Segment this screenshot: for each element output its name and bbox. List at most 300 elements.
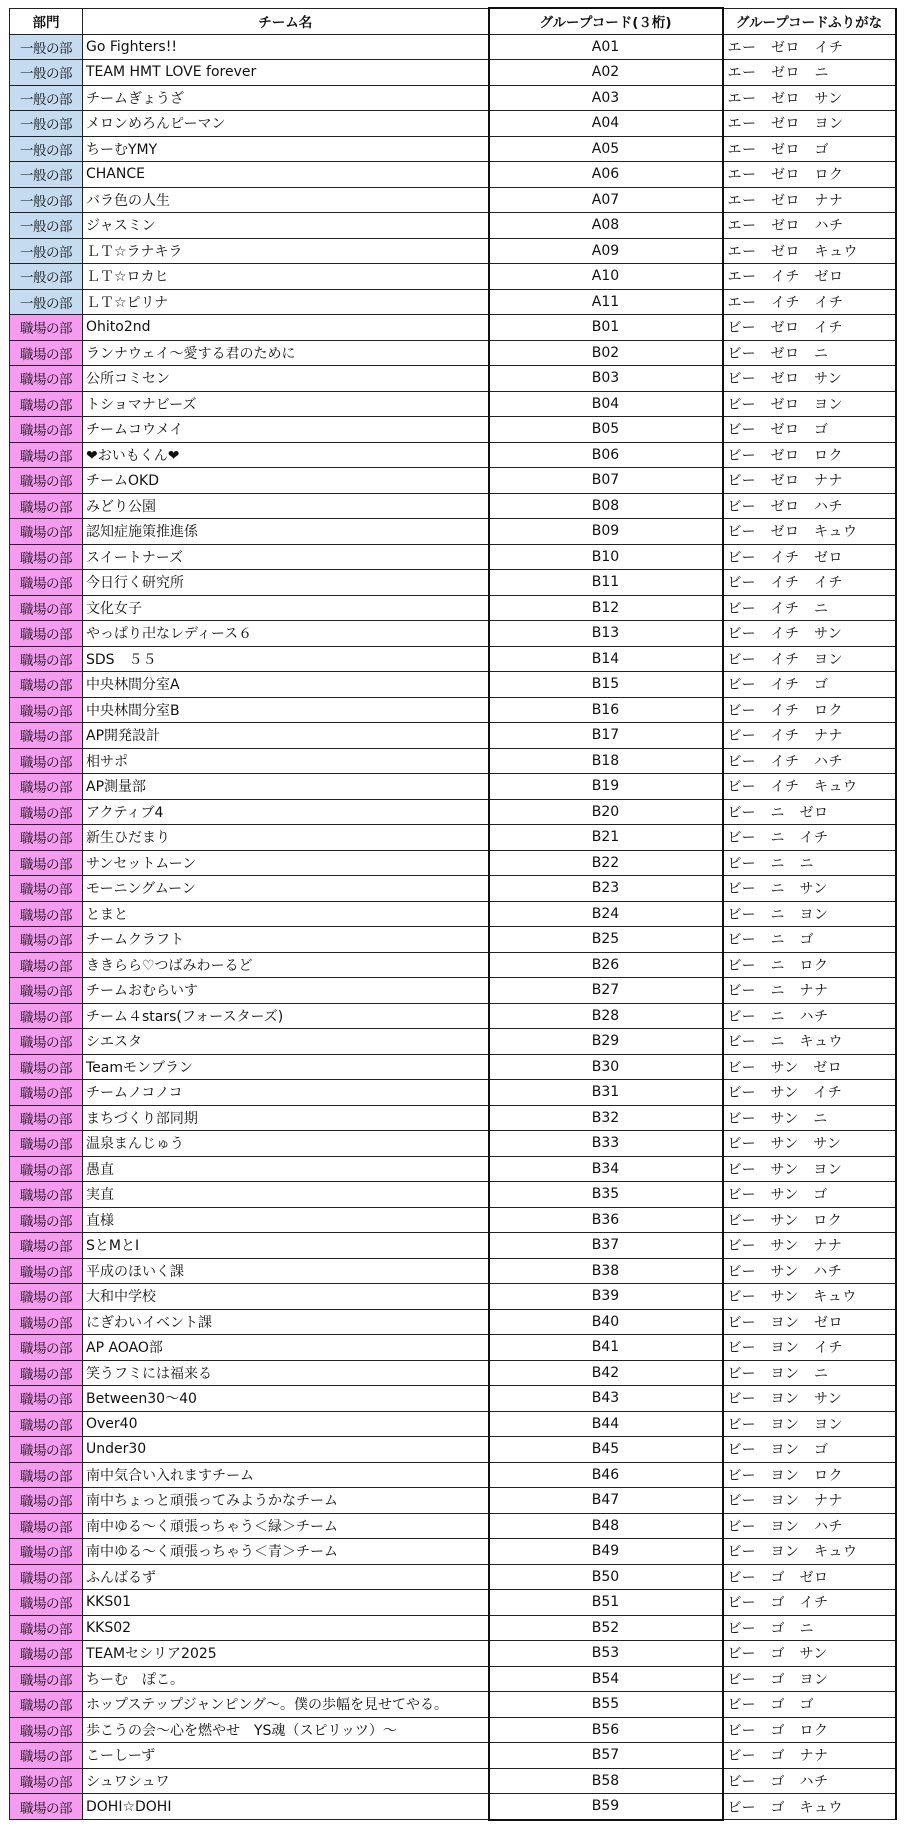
group-code-cell: A02	[489, 60, 723, 86]
furigana-cell: ビー ニ キュウ	[723, 1029, 896, 1055]
table-row	[10, 85, 896, 111]
table-row	[10, 187, 896, 213]
group-code-cell: B25	[489, 927, 723, 953]
division-cell: 職場の部	[10, 1539, 83, 1565]
table-row	[10, 1794, 896, 1820]
division-cell: 職場の部	[10, 1258, 83, 1284]
team-name-cell: 南中気合い入れますチーム	[83, 1462, 489, 1488]
furigana-cell: ビー サン ハチ	[723, 1258, 896, 1284]
division-cell: 職場の部	[10, 978, 83, 1004]
division-cell: 職場の部	[10, 799, 83, 825]
table-row	[10, 1666, 896, 1692]
table-row	[10, 1003, 896, 1029]
table-row	[10, 1156, 896, 1182]
division-cell: 職場の部	[10, 1462, 83, 1488]
furigana-cell: ビー イチ ハチ	[723, 748, 896, 774]
group-code-cell: A01	[489, 34, 723, 60]
furigana-cell: ビー サン サン	[723, 1131, 896, 1157]
table-row	[10, 1309, 896, 1335]
team-name-cell: ＬＴ☆ラナキラ	[83, 238, 489, 264]
team-name-cell: やっぱり卍なレディース６	[83, 621, 489, 647]
division-cell: 職場の部	[10, 748, 83, 774]
furigana-cell: ビー ゼロ サン	[723, 366, 896, 392]
team-name-cell: 歩こうの会～心を燃やせ YS魂（スピリッツ）～	[83, 1717, 489, 1743]
furigana-cell: ビー イチ ゼロ	[723, 544, 896, 570]
group-code-cell: B41	[489, 1335, 723, 1361]
furigana-cell: ビー サン ヨン	[723, 1156, 896, 1182]
table-row	[10, 417, 896, 443]
furigana-cell: ビー ゴ イチ	[723, 1590, 896, 1616]
team-name-cell: バラ色の人生	[83, 187, 489, 213]
group-code-cell: A11	[489, 289, 723, 315]
group-code-cell: B56	[489, 1717, 723, 1743]
furigana-cell: ビー ゴ ハチ	[723, 1768, 896, 1794]
division-cell: 職場の部	[10, 1105, 83, 1131]
furigana-cell: ビー ゼロ キュウ	[723, 519, 896, 545]
group-code-cell: B45	[489, 1437, 723, 1463]
group-code-cell: B23	[489, 876, 723, 902]
team-name-cell: 実直	[83, 1182, 489, 1208]
group-code-cell: B29	[489, 1029, 723, 1055]
division-cell: 職場の部	[10, 468, 83, 494]
team-name-cell: KKS01	[83, 1590, 489, 1616]
furigana-cell: ビー イチ イチ	[723, 570, 896, 596]
division-cell: 職場の部	[10, 519, 83, 545]
furigana-cell: ビー ニ ゴ	[723, 927, 896, 953]
team-name-cell: シエスタ	[83, 1029, 489, 1055]
furigana-cell: ビー ゴ ヨン	[723, 1666, 896, 1692]
table-row	[10, 162, 896, 188]
furigana-cell: ビー ニ ヨン	[723, 901, 896, 927]
team-name-cell: Between30～40	[83, 1386, 489, 1412]
group-code-cell: B19	[489, 774, 723, 800]
table-row	[10, 1717, 896, 1743]
furigana-cell: ビー ゴ ナナ	[723, 1743, 896, 1769]
table-row	[10, 1615, 896, 1641]
table-row	[10, 136, 896, 162]
team-name-cell: 中央林間分室B	[83, 697, 489, 723]
group-code-cell: B21	[489, 825, 723, 851]
furigana-cell: ビー ゼロ ヨン	[723, 391, 896, 417]
furigana-cell: ビー ヨン ゴ	[723, 1437, 896, 1463]
table-row	[10, 1029, 896, 1055]
group-code-cell: B17	[489, 723, 723, 749]
group-code-cell: B13	[489, 621, 723, 647]
furigana-cell: ビー サン ゼロ	[723, 1054, 896, 1080]
table-row	[10, 340, 896, 366]
furigana-cell: ビー ゼロ ロク	[723, 442, 896, 468]
group-code-cell: B50	[489, 1564, 723, 1590]
table-row	[10, 595, 896, 621]
table-row	[10, 1360, 896, 1386]
division-cell: 職場の部	[10, 1590, 83, 1616]
team-name-cell: みどり公園	[83, 493, 489, 519]
group-code-cell: B54	[489, 1666, 723, 1692]
team-name-cell: 認知症施策推進係	[83, 519, 489, 545]
group-code-cell: A03	[489, 85, 723, 111]
team-name-cell: ホップステップジャンピング～。僕の歩幅を見せてやる。	[83, 1692, 489, 1718]
division-cell: 職場の部	[10, 1054, 83, 1080]
division-cell: 職場の部	[10, 1386, 83, 1412]
group-code-cell: B34	[489, 1156, 723, 1182]
table-row	[10, 927, 896, 953]
team-name-cell: SとMとI	[83, 1233, 489, 1259]
group-code-cell: B49	[489, 1539, 723, 1565]
division-cell: 一般の部	[10, 187, 83, 213]
table-row	[10, 1105, 896, 1131]
table-row	[10, 1768, 896, 1794]
table-row	[10, 1590, 896, 1616]
furigana-cell: ビー ゴ ゴ	[723, 1692, 896, 1718]
group-code-cell: B02	[489, 340, 723, 366]
furigana-cell: ビー サン ナナ	[723, 1233, 896, 1259]
team-rows	[10, 34, 896, 1820]
division-cell: 職場の部	[10, 876, 83, 902]
table-row	[10, 1207, 896, 1233]
team-name-cell: ＬＴ☆ピリナ	[83, 289, 489, 315]
team-name-cell: アクティブ4	[83, 799, 489, 825]
furigana-cell: ビー ゴ ゼロ	[723, 1564, 896, 1590]
furigana-cell: ビー ニ ゼロ	[723, 799, 896, 825]
division-cell: 職場の部	[10, 672, 83, 698]
team-name-cell: とまと	[83, 901, 489, 927]
table-row	[10, 1692, 896, 1718]
furigana-cell: ビー イチ ゴ	[723, 672, 896, 698]
team-name-cell: 相サポ	[83, 748, 489, 774]
division-cell: 職場の部	[10, 391, 83, 417]
team-name-cell: スイートナーズ	[83, 544, 489, 570]
group-code-cell: B20	[489, 799, 723, 825]
team-name-cell: チームコウメイ	[83, 417, 489, 443]
table-row	[10, 748, 896, 774]
team-name-cell: Ohito2nd	[83, 315, 489, 341]
division-cell: 職場の部	[10, 340, 83, 366]
furigana-cell: ビー サン ロク	[723, 1207, 896, 1233]
team-name-cell: TEAM HMT LOVE forever	[83, 60, 489, 86]
table-row	[10, 697, 896, 723]
team-name-cell: 直様	[83, 1207, 489, 1233]
group-code-cell: B11	[489, 570, 723, 596]
division-cell: 一般の部	[10, 289, 83, 315]
table-row	[10, 952, 896, 978]
furigana-cell: エー ゼロ ゴ	[723, 136, 896, 162]
division-cell: 職場の部	[10, 697, 83, 723]
table-row	[10, 1386, 896, 1412]
table-row	[10, 1182, 896, 1208]
group-code-cell: A09	[489, 238, 723, 264]
table-row	[10, 366, 896, 392]
team-name-cell: ちーむYMY	[83, 136, 489, 162]
division-cell: 職場の部	[10, 1666, 83, 1692]
division-cell: 職場の部	[10, 1284, 83, 1310]
team-name-cell: ランナウェイ～愛する君のために	[83, 340, 489, 366]
group-code-cell: A07	[489, 187, 723, 213]
division-cell: 職場の部	[10, 1437, 83, 1463]
group-code-cell: B01	[489, 315, 723, 341]
furigana-header: グループコードふりがな	[723, 8, 896, 34]
table-row	[10, 1080, 896, 1106]
division-cell: 職場の部	[10, 1335, 83, 1361]
team-name-cell: Go Fighters!!	[83, 34, 489, 60]
group-code-cell: A08	[489, 213, 723, 239]
division-cell: 職場の部	[10, 493, 83, 519]
team-name-cell: AP開発設計	[83, 723, 489, 749]
table-row	[10, 1054, 896, 1080]
table-row	[10, 1743, 896, 1769]
group-code-cell: B24	[489, 901, 723, 927]
group-code-cell: B14	[489, 646, 723, 672]
furigana-cell: ビー ニ サン	[723, 876, 896, 902]
team-name-cell: メロンめろんピーマン	[83, 111, 489, 137]
table-row	[10, 493, 896, 519]
furigana-cell: エー ゼロ ヨン	[723, 111, 896, 137]
group-code-cell: B06	[489, 442, 723, 468]
division-cell: 一般の部	[10, 264, 83, 290]
table-row	[10, 1258, 896, 1284]
division-cell: 職場の部	[10, 621, 83, 647]
furigana-cell: ビー ゴ ニ	[723, 1615, 896, 1641]
group-code-cell: B44	[489, 1411, 723, 1437]
furigana-cell: エー ゼロ イチ	[723, 34, 896, 60]
division-cell: 職場の部	[10, 1207, 83, 1233]
table-row	[10, 289, 896, 315]
furigana-cell: ビー ゴ サン	[723, 1641, 896, 1667]
division-cell: 職場の部	[10, 1692, 83, 1718]
furigana-cell: ビー ヨン ゼロ	[723, 1309, 896, 1335]
table-row	[10, 519, 896, 545]
furigana-cell: ビー ヨン ナナ	[723, 1488, 896, 1514]
group-code-cell: B10	[489, 544, 723, 570]
division-cell: 職場の部	[10, 1003, 83, 1029]
group-code-cell: B48	[489, 1513, 723, 1539]
team-name-cell: チームクラフト	[83, 927, 489, 953]
table-row	[10, 60, 896, 86]
group-code-cell: B05	[489, 417, 723, 443]
group-code-cell: A04	[489, 111, 723, 137]
table-row	[10, 1233, 896, 1259]
team-name-cell: シュワシュワ	[83, 1768, 489, 1794]
team-name-cell: DOHI☆DOHI	[83, 1794, 489, 1820]
table-row	[10, 213, 896, 239]
division-cell: 職場の部	[10, 927, 83, 953]
table-row	[10, 544, 896, 570]
table-row	[10, 1513, 896, 1539]
group-code-cell: B30	[489, 1054, 723, 1080]
furigana-cell: エー ゼロ ナナ	[723, 187, 896, 213]
team-name-cell: ＬＴ☆ロカヒ	[83, 264, 489, 290]
table-row	[10, 34, 896, 60]
group-code-cell: B39	[489, 1284, 723, 1310]
group-code-cell: B46	[489, 1462, 723, 1488]
team-name-cell: 文化女子	[83, 595, 489, 621]
team-name-cell: チームおむらいす	[83, 978, 489, 1004]
team-name-cell: チームノコノコ	[83, 1080, 489, 1106]
team-name-cell: 南中ちょっと頑張ってみようかなチーム	[83, 1488, 489, 1514]
group-code-cell: B31	[489, 1080, 723, 1106]
team-name-cell: ききらら♡つばみわーるど	[83, 952, 489, 978]
furigana-cell: ビー ゼロ ハチ	[723, 493, 896, 519]
division-cell: 職場の部	[10, 544, 83, 570]
division-cell: 職場の部	[10, 417, 83, 443]
furigana-cell: ビー ニ ニ	[723, 850, 896, 876]
group-code-cell: A06	[489, 162, 723, 188]
division-cell: 職場の部	[10, 570, 83, 596]
group-code-header: グループコード(３桁)	[489, 8, 723, 34]
division-cell: 職場の部	[10, 850, 83, 876]
division-cell: 職場の部	[10, 1029, 83, 1055]
group-code-cell: B47	[489, 1488, 723, 1514]
table-row	[10, 1284, 896, 1310]
division-cell: 一般の部	[10, 162, 83, 188]
table-row	[10, 774, 896, 800]
furigana-cell: ビー ゼロ ニ	[723, 340, 896, 366]
team-name-cell: ふんばるず	[83, 1564, 489, 1590]
furigana-cell: ビー ヨン ヨン	[723, 1411, 896, 1437]
team-name-cell: ちーむ ぽこ。	[83, 1666, 489, 1692]
furigana-cell: ビー ヨン キュウ	[723, 1539, 896, 1565]
division-cell: 職場の部	[10, 1794, 83, 1820]
team-name-cell: チーム４stars(フォースターズ)	[83, 1003, 489, 1029]
table-row	[10, 468, 896, 494]
table-row	[10, 1539, 896, 1565]
table-row	[10, 238, 896, 264]
team-name-cell: にぎわいイベント課	[83, 1309, 489, 1335]
division-cell: 職場の部	[10, 1743, 83, 1769]
table-row	[10, 1564, 896, 1590]
furigana-cell: エー イチ イチ	[723, 289, 896, 315]
group-code-cell: B26	[489, 952, 723, 978]
division-cell: 職場の部	[10, 1564, 83, 1590]
team-name-cell: トショマナビーズ	[83, 391, 489, 417]
team-name-cell: チームOKD	[83, 468, 489, 494]
team-name-cell: ❤おいもくん❤	[83, 442, 489, 468]
table-row	[10, 1462, 896, 1488]
team-name-cell: 温泉まんじゅう	[83, 1131, 489, 1157]
table-row	[10, 391, 896, 417]
furigana-cell: ビー ヨン サン	[723, 1386, 896, 1412]
table-row	[10, 1131, 896, 1157]
group-code-cell: B40	[489, 1309, 723, 1335]
group-code-cell: B38	[489, 1258, 723, 1284]
team-name-cell: 中央林間分室A	[83, 672, 489, 698]
division-cell: 職場の部	[10, 1768, 83, 1794]
team-name-cell: 南中ゆる～く頑張っちゃう＜青＞チーム	[83, 1539, 489, 1565]
team-name-cell: Under30	[83, 1437, 489, 1463]
division-header: 部門	[10, 8, 83, 34]
group-code-cell: B52	[489, 1615, 723, 1641]
furigana-cell: ビー ゴ ロク	[723, 1717, 896, 1743]
division-cell: 職場の部	[10, 1615, 83, 1641]
group-code-cell: B33	[489, 1131, 723, 1157]
furigana-cell: ビー ヨン ハチ	[723, 1513, 896, 1539]
team-name-cell: チームぎょうざ	[83, 85, 489, 111]
table-row	[10, 723, 896, 749]
division-cell: 職場の部	[10, 1488, 83, 1514]
header-row	[10, 8, 896, 34]
team-name-cell: サンセットムーン	[83, 850, 489, 876]
furigana-cell: ビー イチ ヨン	[723, 646, 896, 672]
team-name-cell: ジャスミン	[83, 213, 489, 239]
table-row	[10, 570, 896, 596]
furigana-cell: ビー イチ キュウ	[723, 774, 896, 800]
furigana-cell: ビー ニ ロク	[723, 952, 896, 978]
table-row	[10, 621, 896, 647]
group-code-cell: B27	[489, 978, 723, 1004]
furigana-cell: ビー ヨン ロク	[723, 1462, 896, 1488]
group-code-cell: B18	[489, 748, 723, 774]
group-code-cell: B32	[489, 1105, 723, 1131]
furigana-cell: ビー サン ニ	[723, 1105, 896, 1131]
group-code-cell: B22	[489, 850, 723, 876]
division-cell: 一般の部	[10, 111, 83, 137]
table-row	[10, 315, 896, 341]
group-code-cell: B42	[489, 1360, 723, 1386]
group-code-cell: B59	[489, 1794, 723, 1820]
furigana-cell: ビー イチ ニ	[723, 595, 896, 621]
furigana-cell: ビー ヨン ニ	[723, 1360, 896, 1386]
group-code-cell: B04	[489, 391, 723, 417]
furigana-cell: エー イチ ゼロ	[723, 264, 896, 290]
group-code-cell: B53	[489, 1641, 723, 1667]
team-name-cell: 大和中学校	[83, 1284, 489, 1310]
group-code-cell: A05	[489, 136, 723, 162]
team-name-cell: SDS ５５	[83, 646, 489, 672]
team-name-cell: 公所コミセン	[83, 366, 489, 392]
division-cell: 職場の部	[10, 774, 83, 800]
group-code-cell: B12	[489, 595, 723, 621]
team-name-cell: 新生ひだまり	[83, 825, 489, 851]
division-cell: 職場の部	[10, 1411, 83, 1437]
division-cell: 一般の部	[10, 60, 83, 86]
furigana-cell: ビー サン イチ	[723, 1080, 896, 1106]
division-cell: 職場の部	[10, 1641, 83, 1667]
furigana-cell: ビー ゴ キュウ	[723, 1794, 896, 1820]
team-name-header: チーム名	[83, 8, 489, 34]
division-cell: 一般の部	[10, 34, 83, 60]
table-row	[10, 978, 896, 1004]
furigana-cell: ビー ニ イチ	[723, 825, 896, 851]
team-name-cell: 南中ゆる～く頑張っちゃう＜緑＞チーム	[83, 1513, 489, 1539]
furigana-cell: ビー イチ サン	[723, 621, 896, 647]
group-code-cell: B58	[489, 1768, 723, 1794]
team-name-cell: TEAMセシリア2025	[83, 1641, 489, 1667]
division-cell: 職場の部	[10, 1182, 83, 1208]
division-cell: 職場の部	[10, 1233, 83, 1259]
team-name-cell: 平成のほいく課	[83, 1258, 489, 1284]
team-name-cell: こーしーず	[83, 1743, 489, 1769]
furigana-cell: エー ゼロ ロク	[723, 162, 896, 188]
division-cell: 職場の部	[10, 825, 83, 851]
table-row	[10, 442, 896, 468]
furigana-cell: ビー サン キュウ	[723, 1284, 896, 1310]
team-name-cell: KKS02	[83, 1615, 489, 1641]
table-row	[10, 901, 896, 927]
furigana-cell: ビー イチ ナナ	[723, 723, 896, 749]
division-cell: 職場の部	[10, 723, 83, 749]
group-code-cell: B35	[489, 1182, 723, 1208]
team-name-cell: 今日行く研究所	[83, 570, 489, 596]
team-name-cell: Over40	[83, 1411, 489, 1437]
table-row	[10, 646, 896, 672]
division-cell: 職場の部	[10, 1080, 83, 1106]
division-cell: 職場の部	[10, 1309, 83, 1335]
division-cell: 一般の部	[10, 85, 83, 111]
furigana-cell: ビー ニ ナナ	[723, 978, 896, 1004]
furigana-cell: ビー ヨン イチ	[723, 1335, 896, 1361]
division-cell: 職場の部	[10, 1513, 83, 1539]
division-cell: 職場の部	[10, 315, 83, 341]
furigana-cell: エー ゼロ キュウ	[723, 238, 896, 264]
